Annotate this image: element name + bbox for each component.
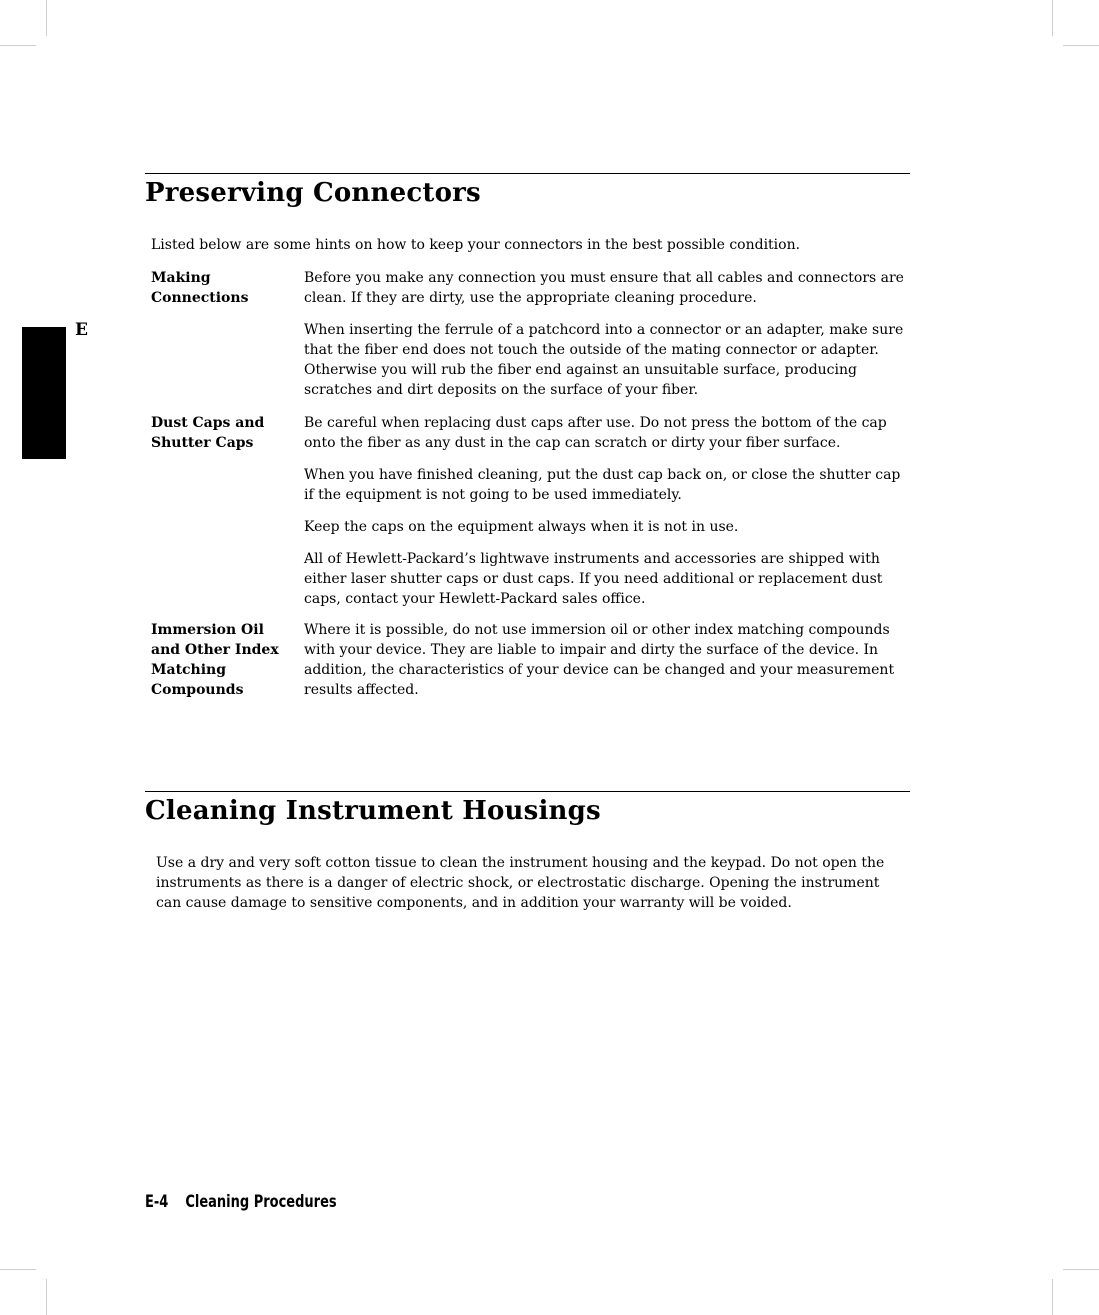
entry-label — [151, 413, 299, 453]
page-number: E-4 — [145, 1192, 169, 1212]
entry-label-line: Compounds — [151, 682, 244, 698]
crop-mark-bottom-left-v — [46, 1279, 47, 1315]
entry-label — [151, 268, 299, 308]
entry-label-line: Matching — [151, 662, 227, 678]
crop-mark-top-left-h — [0, 45, 36, 46]
entry-label — [151, 620, 299, 700]
appendix-tab-marker — [22, 327, 66, 459]
section-rule-preserving — [145, 173, 910, 174]
crop-mark-bottom-right-h — [1063, 1269, 1099, 1270]
entry-label-line: Dust Caps and — [151, 415, 265, 431]
section-title-cleaning-housings: Cleaning Instrument Housings — [145, 796, 601, 826]
entry-label-line: and Other Index — [151, 642, 279, 658]
paragraph: Be careful when replacing dust caps after use. Do not press the bottom of the cap onto the fiber as any dust in the cap can scratch or dirty your fiber surface. — [304, 415, 887, 451]
paragraph: Before you make any connection you must ensure that all cables and connectors are clean. If they are dirty, use the appropriate cleaning procedure. — [304, 270, 904, 306]
paragraph: Keep the caps on the equipment always when it is not in use. — [304, 519, 739, 535]
page-footer — [145, 1192, 337, 1212]
entry-body — [304, 620, 914, 712]
entry-label-line: Shutter Caps — [151, 435, 254, 451]
crop-mark-top-left-v — [46, 0, 47, 36]
crop-mark-top-right-h — [1063, 45, 1099, 46]
entry-label-line: Connections — [151, 290, 249, 306]
entry-body — [304, 268, 914, 412]
section-title-preserving-connectors: Preserving Connectors — [145, 178, 481, 208]
crop-mark-bottom-left-h — [0, 1269, 36, 1270]
crop-mark-bottom-right-v — [1052, 1279, 1053, 1315]
section-intro: Listed below are some hints on how to keep your connectors in the best possible condition. — [151, 237, 801, 253]
entry-body — [304, 413, 914, 621]
paragraph: All of Hewlett-Packard’s lightwave instruments and accessories are shipped with either laser shutter caps or dust caps. If you need additional or replacement dust caps, contact your Hewlett-Packard sales office. — [304, 551, 883, 607]
entry-label-line: Making — [151, 270, 211, 286]
paragraph: When inserting the ferrule of a patchcord into a connector or an adapter, make sure that the fiber end does not touch the outside of the mating connector or adapter. Otherwise you will rub the fiber end against an unsuitable surface, producing scratches and dirt deposits on the surface of your fiber. — [304, 322, 904, 398]
section-body: Use a dry and very soft cotton tissue to clean the instrument housing and the keypad. Do not open the instruments as there is a danger of electric shock, or electrostatic discharge. Opening the instrument can cause damage to sensitive components, and in addition your warranty will be voided. — [156, 855, 885, 911]
chapter-title: Cleaning Procedures — [185, 1192, 337, 1212]
crop-mark-top-right-v — [1052, 0, 1053, 36]
appendix-tab-letter: E — [75, 320, 88, 340]
entry-label-line: Immersion Oil — [151, 622, 264, 638]
paragraph: When you have finished cleaning, put the dust cap back on, or close the shutter cap if the equipment is not going to be used immediately. — [304, 467, 901, 503]
paragraph: Where it is possible, do not use immersion oil or other index matching compounds with your device. They are liable to impair and dirty the surface of the device. In addition, the characteristics of your device can be changed and your measurement results affected. — [304, 622, 895, 698]
section-rule-cleaning — [145, 791, 910, 792]
